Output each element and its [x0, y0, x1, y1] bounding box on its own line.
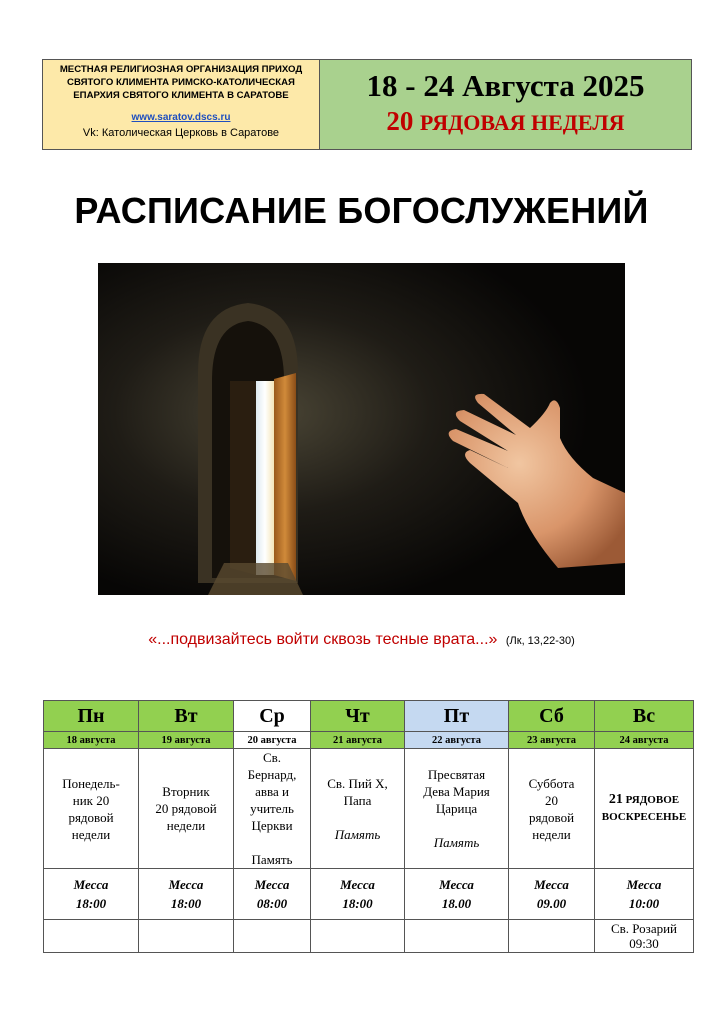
day-name-sun: Вс — [595, 701, 694, 732]
organization-name: МЕСТНАЯ РЕЛИГИОЗНАЯ ОРГАНИЗАЦИЯ ПРИХОД СВЯТОГО КЛИМЕНТА РИМСКО-КАТОЛИЧЕСКАЯ ЕПАРХИЯ СВЯТОГО КЛИМЕНТА В САРАТОВЕ — [59, 64, 303, 101]
extra-wed — [234, 920, 311, 953]
desc-thu-note: Память — [334, 826, 381, 842]
description-row — [44, 749, 694, 869]
quote-text: «...подвизайтесь войти сквозь тесные врата...» — [148, 631, 498, 648]
week-label: РЯДОВАЯ НЕДЕЛЯ — [419, 110, 625, 135]
mass-mon: Месса 18:00 — [44, 869, 139, 920]
mass-sun: Месса 10:00 — [595, 869, 694, 920]
scripture-quote — [0, 631, 723, 649]
desc-sat: Суббота 20 рядовой недели — [509, 749, 595, 869]
week-number: 20 — [386, 106, 414, 136]
desc-sun — [595, 749, 694, 869]
quote-reference: (Лк, 13,22-30) — [505, 635, 575, 647]
day-date-row — [44, 732, 694, 749]
desc-tue: Вторник 20 рядовой недели — [139, 749, 234, 869]
mass-fri: Месса 18.00 — [405, 869, 509, 920]
mass-tue: Месса 18:00 — [139, 869, 234, 920]
organization-panel — [43, 60, 320, 149]
header-box — [42, 59, 692, 150]
day-date-sat: 23 августа — [509, 732, 595, 749]
week-dates: 18 - 24 Августа 2025 — [366, 68, 645, 103]
day-name-row — [44, 701, 694, 732]
day-name-mon: Пн — [44, 701, 139, 732]
week-panel — [320, 60, 691, 149]
extra-fri — [405, 920, 509, 953]
rosary-label: Св. Розарий — [610, 921, 678, 936]
day-name-fri: Пт — [405, 701, 509, 732]
desc-fri-note: Память — [433, 835, 480, 850]
extra-thu — [311, 920, 405, 953]
mass-wed: Месса 08:00 — [234, 869, 311, 920]
day-date-tue: 19 августа — [139, 732, 234, 749]
sunday-number: 21 — [608, 792, 623, 807]
extra-row — [44, 920, 694, 953]
website-link[interactable]: www.saratov.dscs.ru — [131, 112, 231, 123]
schedule-table — [43, 700, 694, 953]
mass-thu: Месса 18:00 — [311, 869, 405, 920]
day-name-tue: Вт — [139, 701, 234, 732]
sunday-line1: РЯДОВОЕ — [625, 794, 680, 806]
mass-sat: Месса 09.00 — [509, 869, 595, 920]
sunday-line2: ВОСКРЕСЕНЬЕ — [601, 811, 687, 823]
day-name-sat: Сб — [509, 701, 595, 732]
extra-sat — [509, 920, 595, 953]
day-name-wed: Ср — [234, 701, 311, 732]
desc-thu: Св. Пий Х, Папа Память — [311, 749, 405, 869]
extra-sun — [595, 920, 694, 953]
desc-mon: Понедель- ник 20 рядовой недели — [44, 749, 139, 869]
extra-tue — [139, 920, 234, 953]
extra-mon — [44, 920, 139, 953]
door-and-hand-photo — [98, 263, 625, 595]
day-date-mon: 18 августа — [44, 732, 139, 749]
page-title: РАСПИСАНИЕ БОГОСЛУЖЕНИЙ — [74, 190, 649, 231]
desc-fri: Пресвятая Дева Мария Царица Память — [405, 749, 509, 869]
day-date-wed: 20 августа — [234, 732, 311, 749]
mass-row — [44, 869, 694, 920]
week-title — [320, 106, 691, 138]
rosary-time: 09:30 — [629, 936, 659, 951]
day-date-fri: 22 августа — [405, 732, 509, 749]
day-date-sun: 24 августа — [595, 732, 694, 749]
day-name-thu: Чт — [311, 701, 405, 732]
day-date-thu: 21 августа — [311, 732, 405, 749]
vk-text: Vk: Католическая Церковь в Саратове — [82, 127, 280, 139]
desc-wed: Св. Бернард, авва и учитель Церкви Память — [234, 749, 311, 869]
